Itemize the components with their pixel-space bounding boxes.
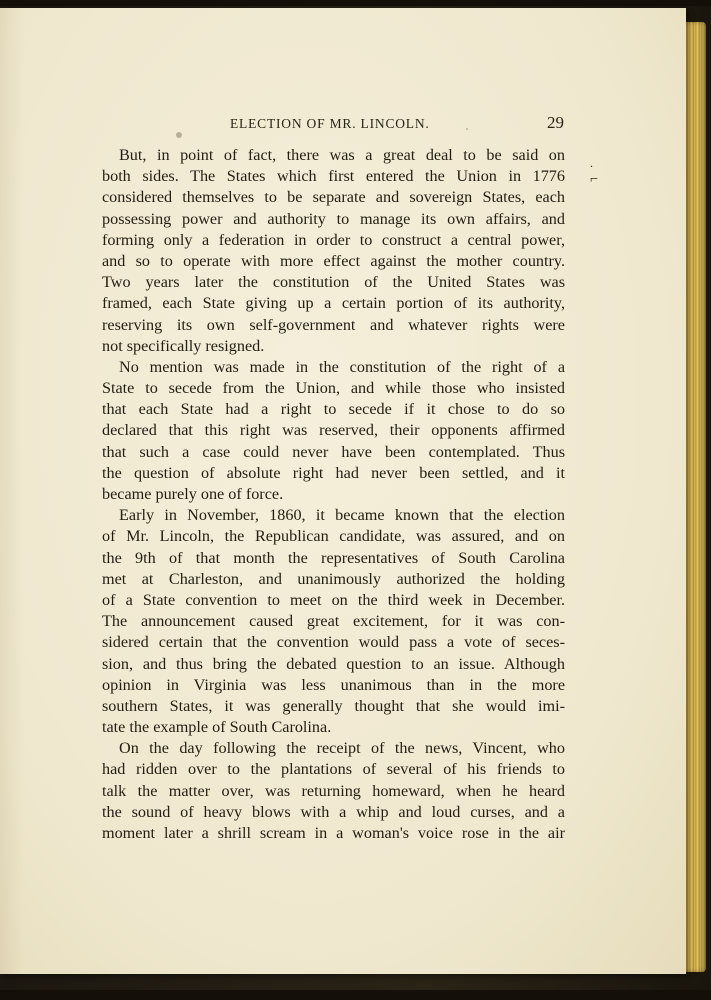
text-line: that each State had a right to secede if it chose to do so [102,400,565,419]
paragraph [102,505,565,738]
text-line: of Mr. Lincoln, the Republican candidate, was assured, and on [102,527,565,546]
text-line: the question of absolute right had never been settled, and it [102,463,565,482]
text-line: But, in point of fact, there was a great deal to be said on [119,146,565,164]
margin-mark: ⌐ [590,172,598,187]
page-number: 29 [547,113,564,132]
text-line: the 9th of that month the representatives of South Carolina [102,548,565,567]
text-line: opinion in Virginia was less unanimous than in the more [102,675,565,694]
text-line: not specifically resigned. [102,336,265,355]
text-line: moment later a shrill scream in a woman's voice rose in the air [102,824,565,842]
body-text [102,145,565,844]
page-header [102,114,562,138]
text-line: Two years later the constitution of the United States was [102,273,565,292]
text-line: talk the matter over, was returning homeward, when he heard [102,781,565,800]
text-line: declared that this right was reserved, their opponents affirmed [102,421,565,440]
text-line: framed, each State giving up a certain portion of its authority, [102,294,565,313]
text-line: of a State convention to meet on the third week in December. [102,590,565,609]
running-head: ELECTION OF MR. LINCOLN. [230,116,430,131]
text-line: On the day following the receipt of the news, Vincent, who [119,739,565,758]
text-line: met at Charleston, and unanimously authorized the holding [102,569,565,588]
paragraph [102,357,565,505]
text-line: tate the example of South Carolina. [102,718,332,737]
paragraph [102,145,565,357]
text-line: the sound of heavy blows with a whip and loud curses, and a [102,802,565,821]
text-line: both sides. The States which first entered the Union in 1776 [102,167,565,186]
paragraph [102,738,565,844]
text-line: sidered certain that the convention would pass a vote of seces- [102,633,565,652]
text-line: that such a case could never have been contemplated. Thus [102,442,565,461]
text-line: sion, and thus bring the debated question to an issue. Although [102,654,565,673]
text-line: forming only a federation in order to construct a central power, [102,230,565,249]
text-line: had ridden over to the plantations of several of his friends to [102,760,565,779]
margin-mark: . [590,156,593,170]
text-line: possessing power and authority to manage its own affairs, and [102,209,565,228]
text-line: Early in November, 1860, it became known that the election [119,506,565,525]
text-line: and so to operate with more effect against the mother country. [102,251,565,270]
text-line: State to secede from the Union, and while those who insisted [102,379,565,398]
text-line: became purely one of force. [102,485,284,503]
text-line: The announcement caused great excitement, for it was con- [102,612,565,631]
text-line: southern States, it was generally thought that she would imi- [102,696,565,715]
text-line: considered themselves to be separate and sovereign States, each [102,188,565,207]
text-line: reserving its own self-government and whatever rights were [102,315,565,334]
text-line: No mention was made in the constitution of the right of a [119,357,565,376]
